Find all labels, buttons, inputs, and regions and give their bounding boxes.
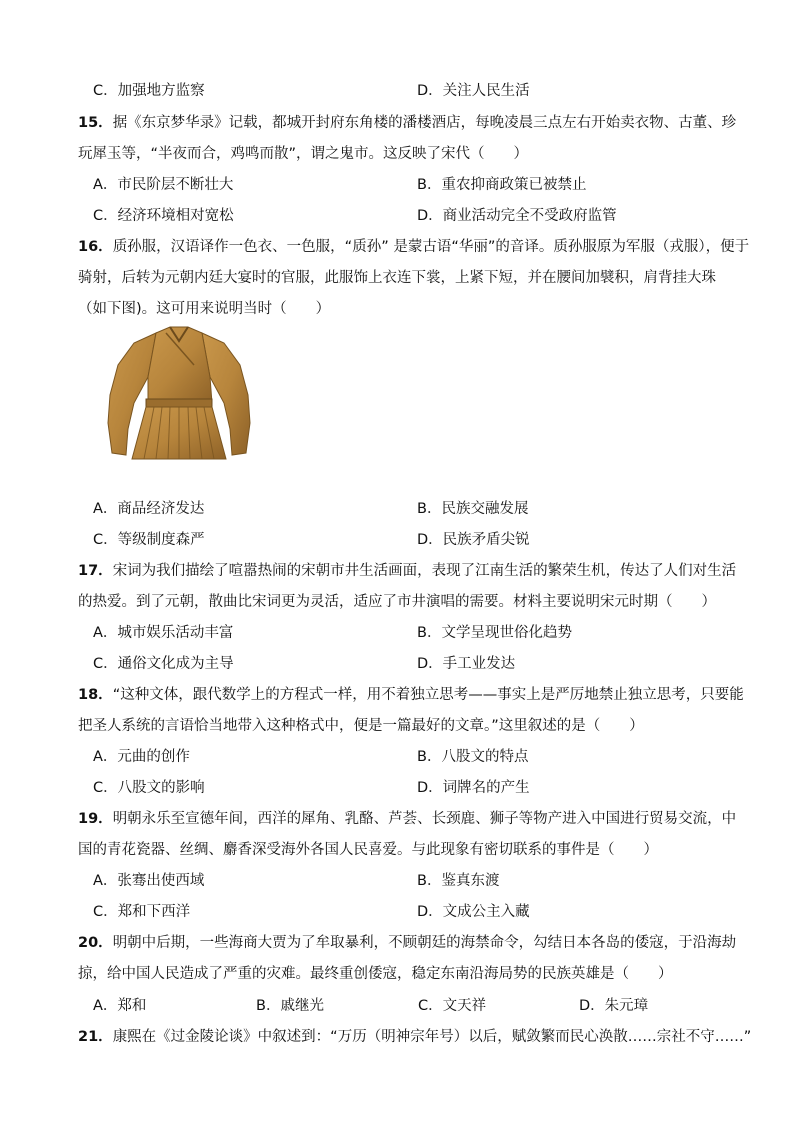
q19-stem-line-1: 19．明朝永乐至宣德年间，西洋的犀角、乳酪、芦荟、长颈鹿、狮子等物产进入中国进行贸易交流，中 — [78, 811, 737, 827]
q19-stem-line-2: 国的青花瓷器、丝绸、麝香深受海外各国人民喜爱。与此现象有密切联系的事件是（ ） — [78, 842, 658, 858]
q20-number: 20． — [78, 935, 113, 951]
q17-option-d[interactable]: D．手工业发达 — [417, 656, 516, 672]
q15-stem-line-1: 15．据《东京梦华录》记载，都城开封府东角楼的潘楼酒店，每晚凌晨三点左右开始卖衣物、古董、珍 — [78, 115, 737, 131]
q20-stem-line-2: 掠，给中国人民造成了严重的灾难。最终重创倭寇，稳定东南沿海局势的民族英雄是（ ） — [78, 966, 673, 982]
q16-option-b[interactable]: B．民族交融发展 — [417, 501, 529, 517]
q16-number: 16． — [78, 239, 113, 255]
q18-option-c[interactable]: C．八股文的影响 — [93, 780, 205, 796]
q15-number: 15． — [78, 115, 113, 131]
q21-stem-line-1: 21．康熙在《过金陵论谈》中叙述到：“万历（明神宗年号）以后，赋敛繁而民心涣散……宗社不守……” — [78, 1029, 752, 1045]
q17-option-a[interactable]: A．城市娱乐活动丰富 — [93, 625, 234, 641]
q18-stem-line-2: 把圣人系统的言语恰当地带入这种格式中，便是一篇最好的文章。”这里叙述的是（ ） — [78, 718, 644, 734]
q15-option-c[interactable]: C．经济环境相对宽松 — [93, 208, 234, 224]
q15-option-b[interactable]: B．重农抑商政策已被禁止 — [417, 177, 587, 193]
q19-options-row-2 — [0, 901, 794, 923]
q16-options-row-2 — [0, 529, 794, 551]
q15-options-row-1 — [0, 174, 794, 196]
q16-stem-line-3: （如下图)。这可用来说明当时（ ） — [78, 301, 331, 317]
q20-option-a[interactable]: A．郑和 — [93, 998, 147, 1014]
robe-garment-image — [104, 325, 254, 463]
q16-option-a[interactable]: A．商品经济发达 — [93, 501, 205, 517]
q16-option-d[interactable]: D．民族矛盾尖锐 — [417, 532, 530, 548]
q20-option-b[interactable]: B．戚继光 — [256, 998, 324, 1014]
q14-option-c[interactable]: C．加强地方监察 — [93, 83, 205, 99]
q18-option-d[interactable]: D．词牌名的产生 — [417, 780, 530, 796]
q20-option-c[interactable]: C．文天祥 — [418, 998, 487, 1014]
q14-option-d[interactable]: D．关注人民生活 — [417, 83, 530, 99]
q15-stem-line-2: 玩犀玉等，“半夜而合，鸡鸣而散”，谓之鬼市。这反映了宋代（ ） — [78, 146, 529, 162]
q15-options-row-2 — [0, 205, 794, 227]
q21-number: 21． — [78, 1029, 113, 1045]
q17-stem-line-2: 的热爱。到了元朝，散曲比宋词更为灵活，适应了市井演唱的需要。材料主要说明宋元时期（ ） — [78, 594, 716, 610]
q17-option-c[interactable]: C．通俗文化成为主导 — [93, 656, 234, 672]
q14-options-row-2 — [0, 80, 794, 102]
q18-option-b[interactable]: B．八股文的特点 — [417, 749, 529, 765]
q17-option-b[interactable]: B．文学呈现世俗化趋势 — [417, 625, 572, 641]
q19-options-row-1 — [0, 870, 794, 892]
q19-option-c[interactable]: C．郑和下西洋 — [93, 904, 191, 920]
q17-options-row-2 — [0, 653, 794, 675]
q17-stem-line-1: 17．宋词为我们描绘了喧嚣热闹的宋朝市井生活画面，表现了江南生活的繁荣生机，传达了人们对生活 — [78, 563, 737, 579]
q18-number: 18． — [78, 687, 113, 703]
q15-option-a[interactable]: A．市民阶层不断壮大 — [93, 177, 234, 193]
q18-options-row-1 — [0, 746, 794, 768]
q20-options-row — [0, 995, 794, 1017]
q19-number: 19． — [78, 811, 113, 827]
q19-option-a[interactable]: A．张骞出使西域 — [93, 873, 205, 889]
q17-number: 17． — [78, 563, 113, 579]
q16-stem-line-1: 16．质孙服，汉语译作一色衣、一色服，“质孙” 是蒙古语“华丽”的音译。质孙服原为军服（戎服），便于 — [78, 239, 750, 255]
q17-options-row-1 — [0, 622, 794, 644]
q16-options-row-1 — [0, 498, 794, 520]
q18-option-a[interactable]: A．元曲的创作 — [93, 749, 190, 765]
q15-option-d[interactable]: D．商业活动完全不受政府监管 — [417, 208, 617, 224]
q20-stem-line-1: 20．明朝中后期，一些海商大贾为了牟取暴利，不顾朝廷的海禁命令，勾结日本各岛的倭寇，于沿海劫 — [78, 935, 737, 951]
q19-option-b[interactable]: B．鉴真东渡 — [417, 873, 500, 889]
q18-options-row-2 — [0, 777, 794, 799]
q18-stem-line-1: 18．“这种文体，跟代数学上的方程式一样，用不着独立思考——事实上是严厉地禁止独立思考，只要能 — [78, 687, 744, 703]
q20-option-d[interactable]: D．朱元璋 — [579, 998, 649, 1014]
q19-option-d[interactable]: D．文成公主入藏 — [417, 904, 530, 920]
q16-stem-line-2: 骑射，后转为元朝内廷大宴时的官服，此服饰上衣连下裳，上紧下短，并在腰间加襞积，肩背挂大珠 — [78, 270, 716, 286]
q16-option-c[interactable]: C．等级制度森严 — [93, 532, 205, 548]
